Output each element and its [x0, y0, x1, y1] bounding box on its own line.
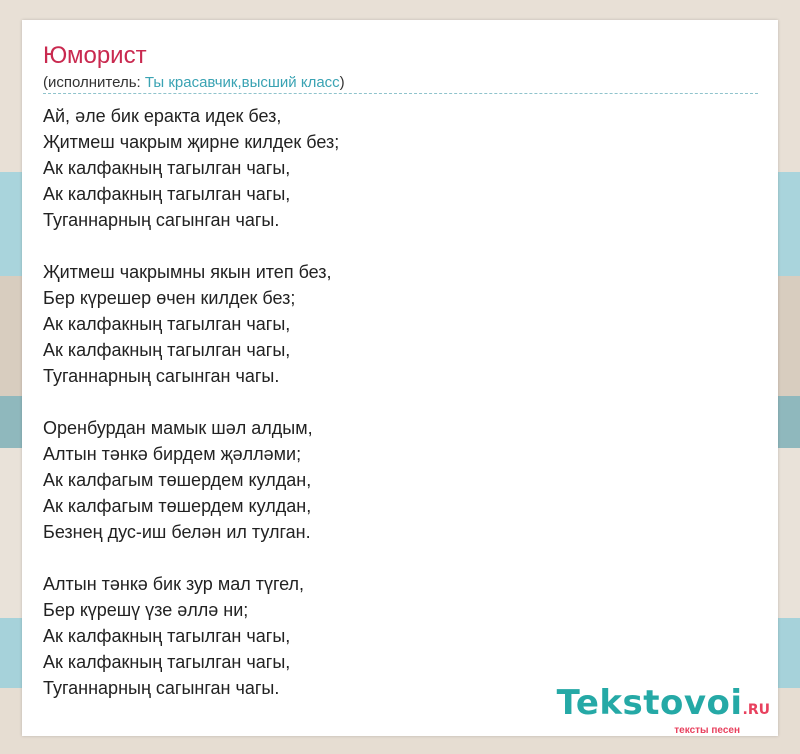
performer-line [43, 74, 345, 92]
dashed-divider [43, 93, 758, 94]
lyric-line: Ак калфакның тагылган чагы, [43, 184, 291, 204]
stanza [43, 259, 758, 389]
lyric-line: Туганнарның сагынган чагы. [43, 366, 280, 386]
song-title: Юморист [43, 42, 147, 69]
lyric-line: Оренбурдан мамык шәл алдым, [43, 418, 313, 438]
lyric-line: Ак калфакның тагылган чагы, [43, 340, 291, 360]
lyric-line: Алтын тәнкә бирдем җәлләми; [43, 444, 302, 464]
logo-wordmark [557, 685, 770, 728]
lyric-line: Ак калфакның тагылган чагы, [43, 314, 291, 334]
lyric-line: Ак калфакның тагылган чагы, [43, 158, 291, 178]
stanza [43, 103, 758, 233]
lyric-line: Туганнарның сагынган чагы. [43, 678, 280, 698]
performer-prefix: (исполнитель: [43, 74, 145, 91]
lyric-line: Ак калфагым төшердем кулдан, [43, 470, 312, 490]
lyric-line: Җитмеш чакрым җирне килдек без; [43, 132, 340, 152]
lyric-line: Туганнарның сагынган чагы. [43, 210, 280, 230]
lyric-line: Бер күрешү үзе әллә ни; [43, 600, 249, 620]
lyrics-text [43, 103, 758, 727]
stanza [43, 415, 758, 545]
site-logo[interactable] [557, 685, 770, 736]
lyric-line: Җитмеш чакрымны якын итеп без, [43, 262, 332, 282]
lyric-line: Ак калфакның тагылган чагы, [43, 626, 291, 646]
logo-tld: .RU [742, 702, 770, 718]
lyric-line: Безнең дус-иш белән ил тулган. [43, 522, 311, 542]
lyric-line: Бер күрешер өчен килдек без; [43, 288, 296, 308]
performer-link[interactable]: Ты красавчик,высший класс [144, 74, 340, 91]
lyric-line: Ак калфагым төшердем кулдан, [43, 496, 312, 516]
logo-tagline: тексты песен [674, 725, 740, 736]
logo-name: Tekstovoi [556, 683, 743, 723]
lyric-line: Ай, әле бик еракта идек без, [43, 106, 282, 126]
lyric-line: Ак калфакның тагылган чагы, [43, 652, 291, 672]
lyrics-card [22, 20, 778, 736]
lyric-line: Алтын тәнкә бик зур мал түгел, [43, 574, 305, 594]
stanza [43, 571, 758, 701]
performer-suffix: ) [339, 74, 345, 91]
